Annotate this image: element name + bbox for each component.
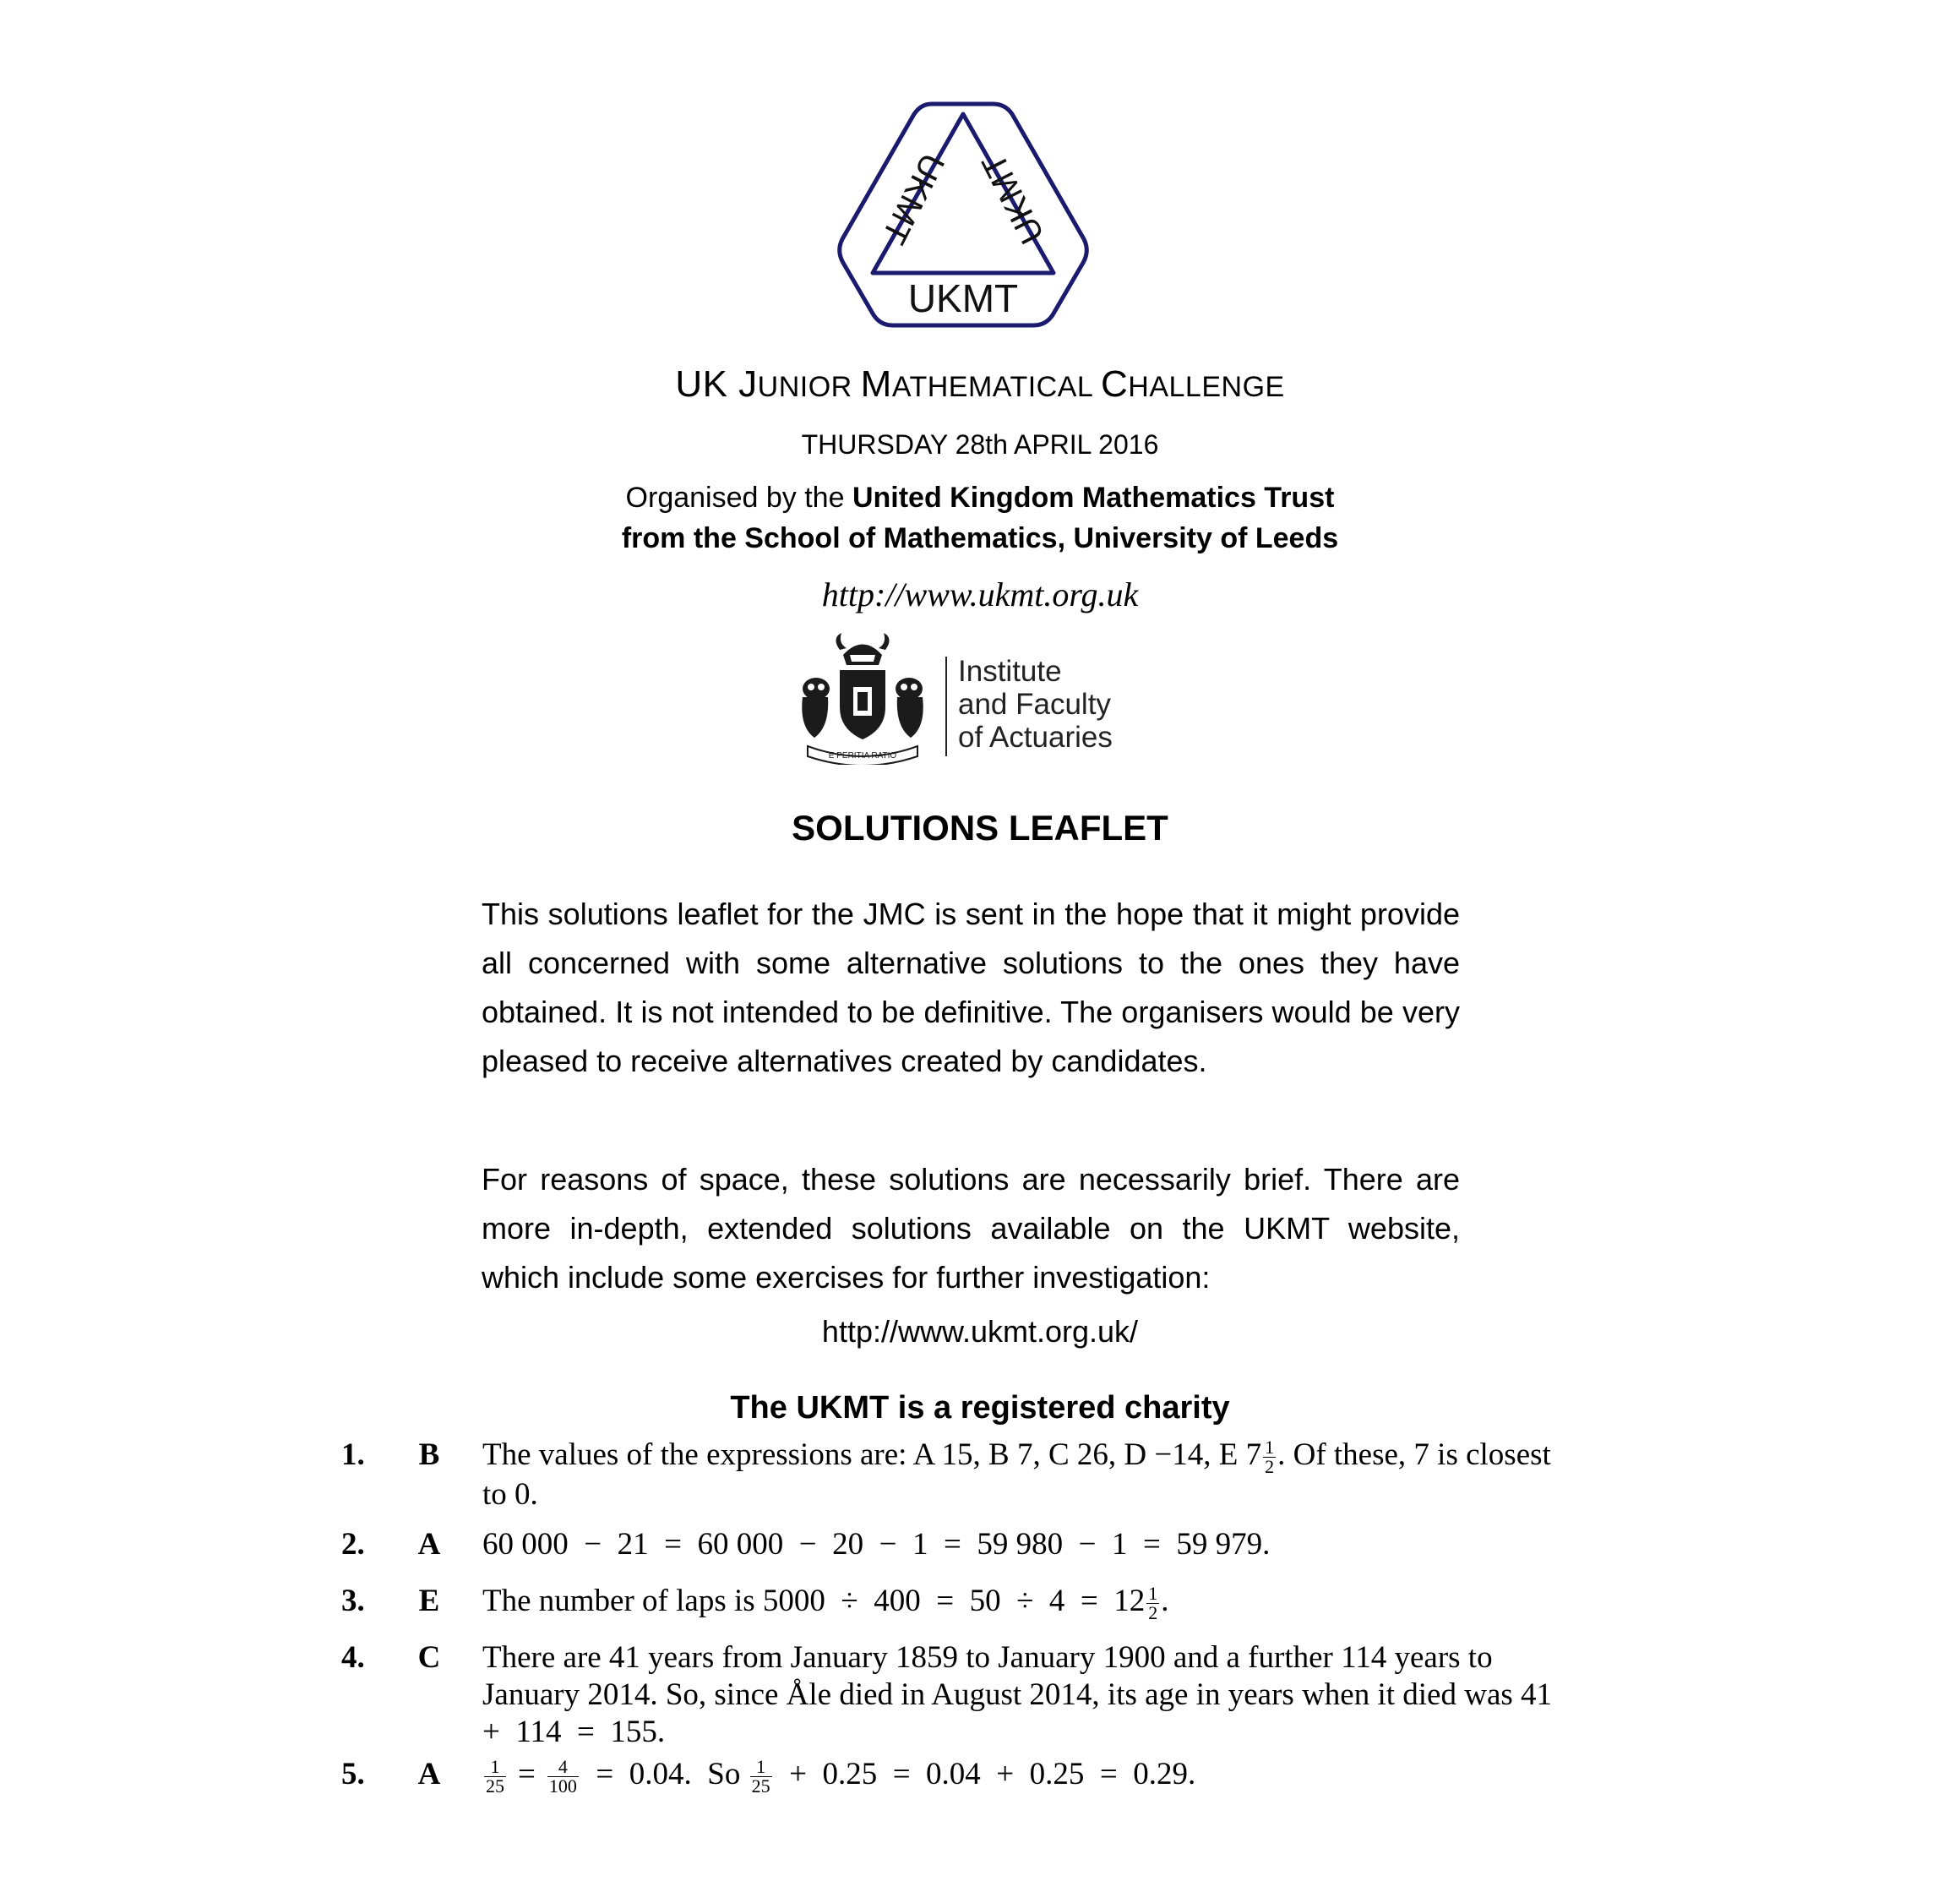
leaflet-title: SOLUTIONS LEAFLET (792, 808, 1168, 848)
intro-paragraph-2: For reasons of space, these solutions are necessarily brief. There are more in-depth, extended solutions available on the UKMT website, which include some exercises for further investigation: (482, 1162, 1460, 1295)
ifoa-motto: E PERITIA RATIO (828, 751, 897, 761)
fraction-denominator: 25 (486, 1775, 504, 1797)
solution-text-part: = 0.04. So (596, 1757, 741, 1791)
ifoa-logo (791, 630, 1137, 765)
title-part: M (860, 363, 892, 405)
title-part: HALLENGE (1128, 371, 1285, 403)
fraction-denominator: 2 (1148, 1602, 1158, 1624)
question-number: 2. (341, 1527, 365, 1562)
fraction (484, 1758, 506, 1796)
title-part: UK (675, 363, 739, 405)
solution-text: 60 000 − 21 = 60 000 − 20 − 1 = 59 980 − 1 = 59 979. (482, 1527, 1271, 1562)
fraction (547, 1758, 579, 1796)
charity-note: The UKMT is a registered charity (730, 1390, 1230, 1426)
logo-text-right: UKMT (975, 147, 1052, 250)
logo-text-left: UKMT (874, 147, 951, 250)
answer-letter: B (418, 1437, 440, 1472)
solution-text-part: . (1161, 1584, 1169, 1618)
intro-paragraph-1: This solutions leaflet for the JMC is sent in the hope that it might provide all concerned with some alternative solutions to the ones they have obtained. It is not intended to be definitive. The organisers would be very pleased to receive alternatives created by candidates. (482, 897, 1460, 1078)
competition-date: THURSDAY 28th APRIL 2016 (801, 429, 1159, 460)
title-part: J (738, 363, 758, 405)
question-number: 3. (341, 1584, 365, 1618)
answer-letter: A (417, 1757, 441, 1791)
organiser-name: United Kingdom Mathematics Trust (852, 482, 1335, 514)
title-part: ATHEMATICAL (891, 371, 1101, 403)
solution-text (482, 1437, 1555, 1513)
ifoa-name-line-2: and Faculty (958, 688, 1111, 721)
answer-letter: E (418, 1584, 440, 1618)
answer-letter: A (417, 1527, 441, 1562)
question-number: 5. (341, 1757, 365, 1791)
solution-text-part: + 0.25 = 0.04 + 0.25 = 0.29. (789, 1757, 1196, 1791)
fraction-numerator: 4 (547, 1758, 579, 1777)
ifoa-name (958, 655, 1113, 754)
fraction (750, 1758, 772, 1796)
title-part: UNIOR (757, 371, 861, 403)
fraction-denominator: 25 (751, 1775, 770, 1797)
ukmt-logo (832, 95, 1094, 338)
fraction-denominator: 2 (1265, 1456, 1275, 1478)
fraction-numerator: 1 (1148, 1583, 1158, 1605)
ifoa-divider (945, 657, 947, 756)
question-number: 4. (341, 1640, 365, 1675)
fraction (1263, 1438, 1276, 1476)
fraction-numerator: 1 (1265, 1437, 1275, 1459)
website-link-header[interactable]: http://www.ukmt.org.uk (821, 575, 1139, 613)
solution-text-part: . Of these, 7 is closest to 0. (482, 1437, 1551, 1513)
solution-text (482, 1583, 1555, 1622)
answer-letter: C (417, 1640, 441, 1675)
equals-sign: = (518, 1757, 536, 1791)
fraction-denominator: 100 (548, 1775, 577, 1797)
solution-text (482, 1756, 1555, 1796)
fraction-numerator: 1 (484, 1758, 506, 1777)
website-link-body[interactable]: http://www.ukmt.org.uk/ (821, 1314, 1139, 1349)
solution-text: There are 41 years from January 1859 to January 1900 and a further 114 years to January 2014. So, since Åle died in August 2014, its age in years when it died was 41 + 114 = 155. (482, 1640, 1568, 1749)
organiser-prefix: Organised by the (625, 482, 852, 514)
solution-text-part: The values of the expressions are: A 15, B 7, C 26, D −14, E 7 (482, 1437, 1262, 1472)
fraction (1146, 1584, 1159, 1622)
question-number: 1. (341, 1437, 365, 1472)
title-part: C (1101, 363, 1129, 405)
solution-text-part: The number of laps is 5000 ÷ 400 = 50 ÷ 4 = 12 (482, 1584, 1146, 1618)
fraction-numerator: 1 (750, 1758, 772, 1777)
ifoa-name-line-3: of Actuaries (958, 721, 1113, 754)
ifoa-name-line-1: Institute (958, 655, 1062, 688)
organiser-line-2: from the School of Mathematics, University of Leeds (621, 522, 1339, 554)
competition-title (0, 363, 1960, 406)
organiser-line-1 (0, 482, 1960, 515)
ifoa-crest-icon (791, 630, 934, 765)
logo-text-bottom: UKMT (907, 276, 1019, 320)
